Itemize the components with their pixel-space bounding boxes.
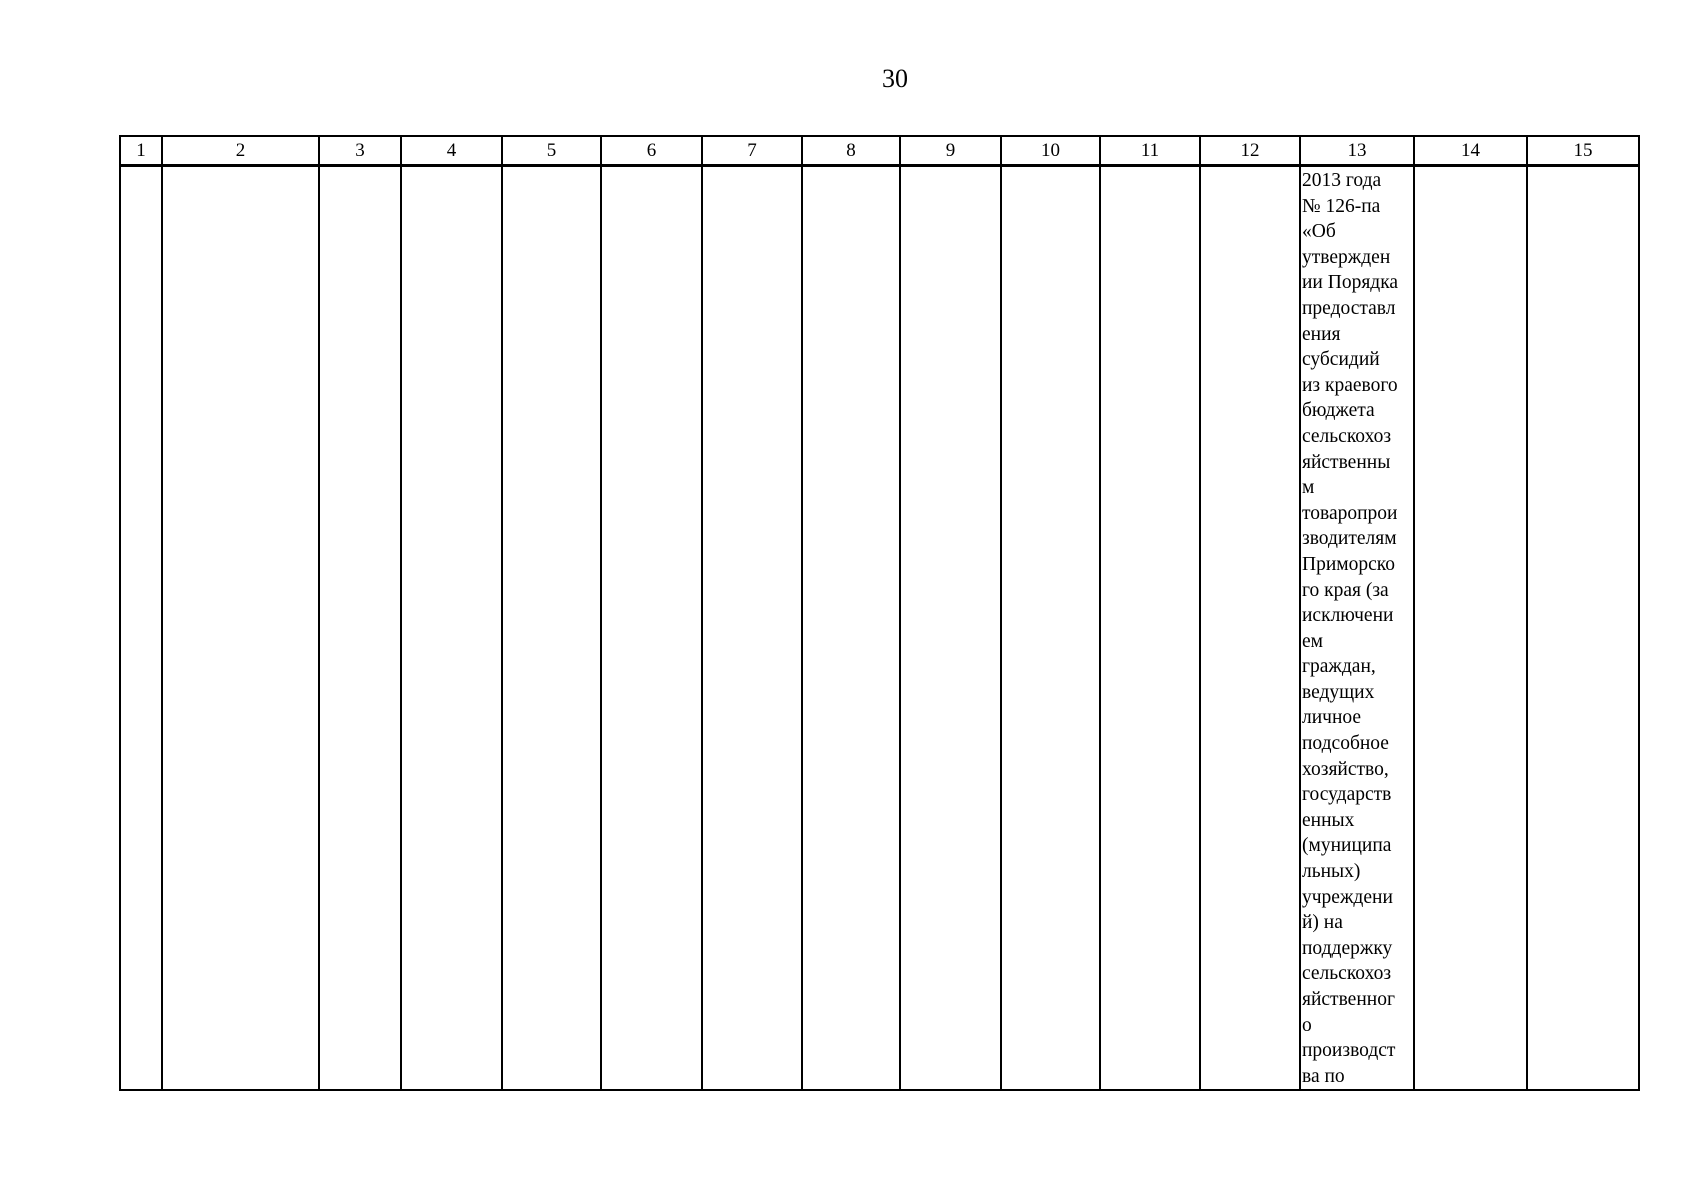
- text-line: 2013 года: [1302, 170, 1382, 191]
- text-line: ения: [1302, 323, 1341, 345]
- text-line: товаропрои: [1302, 502, 1398, 524]
- column-header-9: 9: [900, 136, 1001, 166]
- text-line: хозяйство,: [1302, 758, 1389, 780]
- column-13-text: [1301, 167, 1413, 1089]
- column-header-14: 14: [1414, 136, 1527, 166]
- column-header-6: 6: [601, 136, 702, 166]
- text-line: личное: [1302, 707, 1362, 729]
- header-row: [120, 136, 1639, 166]
- table-cell-3: [319, 166, 401, 1091]
- table-cell-4: [401, 166, 502, 1091]
- column-header-1: 1: [120, 136, 162, 166]
- text-line: поддержку: [1302, 937, 1393, 959]
- text-line: Приморско: [1302, 553, 1395, 575]
- text-line: яйственног: [1302, 989, 1395, 1010]
- text-line: (муниципа: [1302, 835, 1392, 857]
- column-header-13: 13: [1300, 136, 1414, 166]
- table-cell-11: [1100, 166, 1200, 1091]
- text-line: учреждени: [1302, 886, 1393, 908]
- column-header-11: 11: [1100, 136, 1200, 166]
- table-cell-8: [802, 166, 900, 1091]
- text-line: зводителям: [1302, 528, 1397, 550]
- table-cell-7: [702, 166, 802, 1091]
- text-line: из краевого: [1302, 374, 1398, 396]
- table-cell-15: [1527, 166, 1639, 1091]
- text-line: подсобное: [1302, 733, 1389, 755]
- text-line: о: [1302, 1014, 1312, 1036]
- text-line: сельскохоз: [1302, 425, 1392, 447]
- table-row: [120, 166, 1639, 1091]
- table-cell-10: [1001, 166, 1100, 1091]
- table-cell-5: [502, 166, 601, 1091]
- table-cell-13: [1300, 166, 1414, 1091]
- text-line: яйственны: [1302, 451, 1391, 473]
- text-line: производст: [1302, 1040, 1396, 1062]
- column-header-5: 5: [502, 136, 601, 166]
- text-line: м: [1302, 477, 1315, 499]
- column-header-15: 15: [1527, 136, 1639, 166]
- text-line: ведущих: [1302, 681, 1375, 703]
- column-header-8: 8: [802, 136, 900, 166]
- text-line: ии Порядка: [1302, 272, 1399, 294]
- table-cell-6: [601, 166, 702, 1091]
- text-line: го края (за: [1302, 579, 1389, 601]
- text-line: «Об: [1302, 221, 1336, 243]
- text-line: енных: [1302, 809, 1355, 831]
- text-line: граждан,: [1302, 656, 1376, 678]
- text-line: сельскохоз: [1302, 963, 1392, 985]
- text-line: предоставл: [1302, 297, 1396, 319]
- table-cell-9: [900, 166, 1001, 1091]
- text-line: государств: [1302, 784, 1392, 806]
- text-line: льных): [1302, 861, 1361, 883]
- document-table: [119, 135, 1640, 1091]
- text-line: субсидий: [1302, 349, 1380, 371]
- text-line: ем: [1302, 630, 1323, 652]
- text-line: ва по: [1302, 1065, 1345, 1087]
- table-cell-1: [120, 166, 162, 1091]
- table-cell-2: [162, 166, 319, 1091]
- text-line: исключени: [1302, 605, 1394, 627]
- text-line: № 126-па: [1302, 195, 1381, 217]
- table-cell-14: [1414, 166, 1527, 1091]
- column-header-12: 12: [1200, 136, 1300, 166]
- text-line: бюджета: [1302, 400, 1375, 422]
- text-line: й) на: [1302, 912, 1343, 934]
- table-cell-12: [1200, 166, 1300, 1091]
- text-line: утвержден: [1302, 246, 1391, 268]
- column-header-7: 7: [702, 136, 802, 166]
- column-header-2: 2: [162, 136, 319, 166]
- column-header-10: 10: [1001, 136, 1100, 166]
- column-header-4: 4: [401, 136, 502, 166]
- page-number: 30: [882, 64, 908, 93]
- column-header-3: 3: [319, 136, 401, 166]
